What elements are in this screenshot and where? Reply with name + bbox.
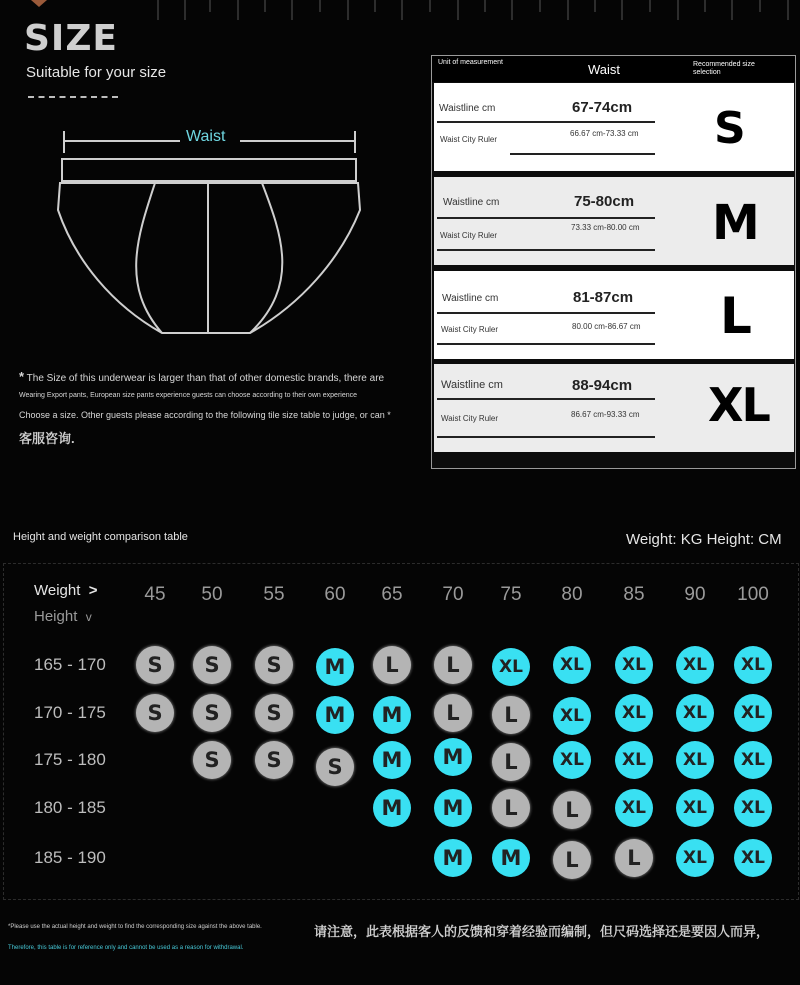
size-row-l [434, 271, 794, 359]
comparison-title: Height and weight comparison table [13, 531, 188, 543]
size-badge-xl: XL [676, 646, 714, 684]
height-row-label: 175 - 180 [34, 750, 106, 769]
row-label-waistline: Waistline cm [442, 293, 499, 304]
size-badge-m: M [373, 789, 411, 827]
row-divider [437, 312, 655, 314]
size-badge-s: S [193, 646, 231, 684]
size-table-header [432, 56, 795, 82]
size-badge-s: S [136, 646, 174, 684]
note-asterisk: * [19, 369, 25, 384]
row-value-ruler: 86.67 cm-93.33 cm [571, 410, 640, 419]
row-value-ruler: 73.33 cm-80.00 cm [571, 223, 640, 232]
size-badge-s: S [193, 694, 231, 732]
weight-column-label: 45 [144, 584, 166, 605]
size-badge-xl: XL [553, 741, 591, 779]
weight-column-label: 90 [684, 584, 706, 605]
size-badge-xl: XL [676, 789, 714, 827]
size-badge-l: L [373, 646, 411, 684]
row-label-ruler: Waist City Ruler [440, 231, 498, 240]
size-badge-l: L [434, 694, 472, 732]
size-letter: L [720, 287, 752, 345]
size-letter: XL [708, 378, 769, 432]
row-label-waistline: Waistline cm [443, 197, 500, 208]
page-subtitle: Suitable for your size [26, 64, 167, 81]
height-row-label: 170 - 175 [34, 703, 106, 722]
brand-chevron-icon [30, 0, 48, 8]
size-badge-m: M [316, 648, 354, 686]
row-divider [437, 217, 655, 219]
row-value-waistline: 88-94cm [572, 377, 633, 394]
size-badge-l: L [615, 839, 653, 877]
size-badge-m: M [492, 839, 530, 877]
weight-column-label: 55 [263, 584, 285, 605]
size-letter: S [714, 103, 746, 154]
size-badge-l: L [434, 646, 472, 684]
size-badge-s: S [255, 741, 293, 779]
size-badge-l: L [553, 841, 591, 879]
size-letter: M [712, 195, 760, 251]
size-badge-xl: XL [615, 789, 653, 827]
row-label-ruler: Waist City Ruler [441, 414, 499, 423]
size-row-s [434, 83, 794, 171]
size-badge-xl: XL [676, 741, 714, 779]
weight-column-label: 80 [561, 584, 583, 605]
size-badge-xl: XL [615, 741, 653, 779]
size-badge-m: M [434, 789, 472, 827]
size-badge-l: L [492, 696, 530, 734]
height-row-label: 180 - 185 [34, 798, 106, 817]
size-badge-s: S [136, 694, 174, 732]
page-title: SIZE [24, 18, 119, 59]
size-badge-xl: XL [676, 694, 714, 732]
size-badge-s: S [255, 694, 293, 732]
row-divider [510, 153, 655, 155]
size-badge-s: S [193, 741, 231, 779]
waist-size-table [431, 55, 796, 469]
height-axis-label: Height v [34, 608, 92, 625]
weight-column-label: 100 [737, 584, 769, 605]
row-label-ruler: Waist City Ruler [441, 325, 499, 334]
footer-note-2: Therefore, this table is for reference only and cannot be used as a reason for withdrawal. [8, 945, 244, 951]
note-line-1: * The Size of this underwear is larger than that of other domestic brands, there are [19, 369, 385, 384]
divider [28, 96, 118, 98]
size-badge-s: S [316, 748, 354, 786]
header-waist: Waist [588, 62, 621, 77]
weight-column-label: 70 [442, 584, 464, 605]
size-badge-xl: XL [676, 839, 714, 877]
row-label-waistline: Waistline cm [439, 103, 496, 114]
row-divider [437, 343, 655, 345]
footer-note-cn: 请注意，此表根据客人的反馈和穿着经验而编制，但尺码选择还是要因人而异， [314, 924, 770, 939]
row-divider [437, 121, 655, 123]
height-row-label: 185 - 190 [34, 848, 106, 867]
size-badge-xl: XL [492, 648, 530, 686]
row-divider [437, 398, 655, 400]
header-unit: Unit of measurement [438, 59, 503, 66]
weight-column-label: 65 [381, 584, 403, 605]
weight-axis-label: Weight > [34, 582, 98, 599]
size-row-m [434, 177, 794, 265]
size-badge-l: L [553, 791, 591, 829]
size-badge-m: M [316, 696, 354, 734]
size-badge-m: M [434, 839, 472, 877]
size-badge-m: M [434, 738, 472, 776]
height-row-label: 165 - 170 [34, 655, 106, 674]
size-badge-xl: XL [734, 839, 772, 877]
size-badge-s: S [255, 646, 293, 684]
row-divider [437, 249, 655, 251]
header-recommended: Recommended size selection [693, 61, 755, 76]
note-line-3: Choose a size. Other guests please according to the following tile size table to judge, or can * [19, 410, 391, 420]
weight-column-label: 60 [324, 584, 346, 605]
chevron-down-icon: v [85, 610, 92, 624]
size-badge-xl: XL [734, 646, 772, 684]
row-divider [437, 436, 655, 438]
row-value-waistline: 67-74cm [572, 99, 633, 116]
footer-note-1: *Please use the actual height and weight to find the corresponding size against the above table. [8, 924, 262, 930]
underwear-brief-illustration [50, 125, 370, 345]
row-label-ruler: Waist City Ruler [440, 135, 498, 144]
size-badge-xl: XL [734, 741, 772, 779]
chevron-right-icon: > [88, 582, 98, 599]
row-value-ruler: 66.67 cm-73.33 cm [570, 129, 639, 138]
size-badge-xl: XL [734, 789, 772, 827]
weight-column-label: 50 [201, 584, 223, 605]
size-badge-xl: XL [553, 697, 591, 735]
size-badge-m: M [373, 696, 411, 734]
weight-column-label: 75 [500, 584, 522, 605]
note-line-4: 客服咨询. [19, 431, 75, 446]
size-badge-l: L [492, 743, 530, 781]
comparison-units: Weight: KG Height: CM [626, 531, 782, 548]
size-badge-l: L [492, 789, 530, 827]
waist-measure-label: Waist [186, 128, 226, 145]
size-badge-xl: XL [734, 694, 772, 732]
size-badge-xl: XL [553, 646, 591, 684]
size-badge-m: M [373, 741, 411, 779]
weight-column-label: 85 [623, 584, 645, 605]
row-value-waistline: 81-87cm [573, 289, 634, 306]
row-value-ruler: 80.00 cm-86.67 cm [572, 322, 641, 331]
size-badge-xl: XL [615, 646, 653, 684]
ruler-ticks-decoration [150, 0, 800, 22]
note-line-2: Wearing Export pants, European size pants experience guests can choose according to their own experience [19, 392, 358, 399]
row-label-waistline: Waistline cm [441, 379, 503, 391]
size-row-xl [434, 364, 794, 452]
size-badge-xl: XL [615, 694, 653, 732]
row-value-waistline: 75-80cm [574, 193, 635, 210]
